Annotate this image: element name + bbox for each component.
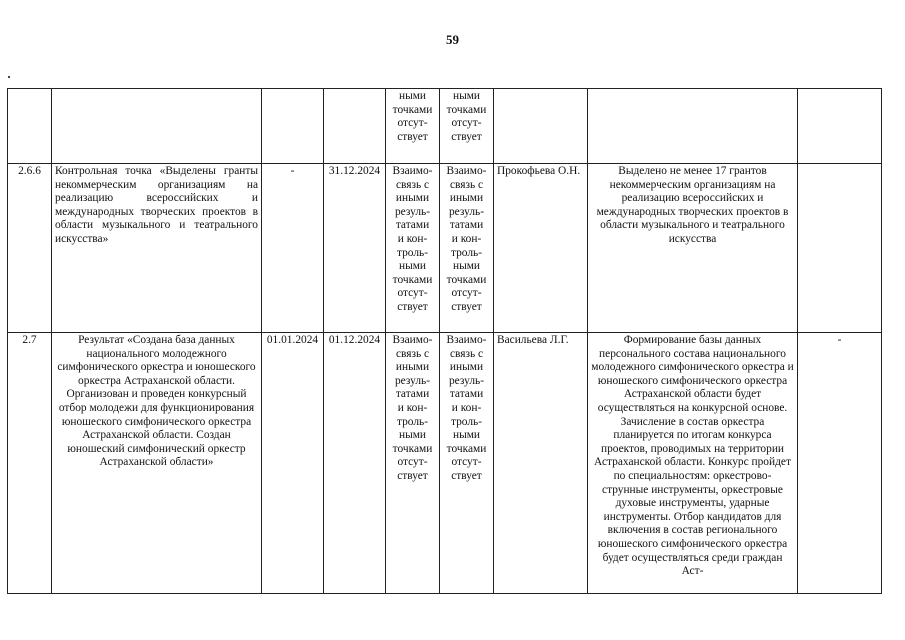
row-link-cell-1 bbox=[386, 164, 440, 333]
row-link-text-1: Взаимо- связь с иными резуль- татами и кон- троль- ными точками отсут- ствует bbox=[392, 334, 433, 482]
row-link-cell-2 bbox=[440, 89, 494, 164]
row-start-date: 01.01.2024 bbox=[262, 333, 324, 594]
row-link-cell-1 bbox=[386, 89, 440, 164]
row-number: 2.6.6 bbox=[8, 164, 52, 333]
row-responsible: Васильева Л.Г. bbox=[494, 333, 588, 594]
row-link-text-1: Взаимо- связь с иными резуль- татами и кон- троль- ными точками отсут- ствует bbox=[392, 165, 433, 313]
row-responsible: Прокофьева О.Н. bbox=[494, 164, 588, 333]
row-link-cell-2 bbox=[440, 164, 494, 333]
scan-speck bbox=[8, 76, 10, 78]
row-description: Формирование базы данных персонального состава национального молодежного симфонического оркестра и юношеского симфонического оркестра Астраханской области будет осуществляться на конкурсной основе. Зачисление в состав оркестра планируется по итогам конкурса проектов, проводимых на территории Астраханской области. Конкурс пройдет по специальностям: оркестрово-струнные инструменты, оркестровые духовые инструменты, ударные инструменты. Отбор кандидатов для включения в состав регионального юношеского симфонического оркестра будет осуществляться среди граждан Аст- bbox=[588, 333, 798, 594]
row-extra bbox=[798, 164, 882, 333]
table-row bbox=[8, 164, 882, 333]
row-responsible bbox=[494, 89, 588, 164]
row-link-text-2: ными точками отсут- ствует bbox=[446, 90, 487, 143]
row-title: Результат «Создана база данных национального молодежного симфонического оркестра и юношеского оркестра Астраханской области. Организован и проведен конкурсный отбор молодежи для функционирования юношеского симфонического оркестра Астраханской области. Создан юношеский симфонический оркестр Астраханской области» bbox=[52, 333, 262, 594]
page-number: 59 bbox=[446, 32, 459, 47]
table-row bbox=[8, 89, 882, 164]
row-start-date bbox=[262, 89, 324, 164]
row-description bbox=[588, 89, 798, 164]
row-title: Контрольная точка «Выделены гранты некоммерческим организациям на реализацию всероссийских и международных творческих проектов в области музыкального и театрального искусства» bbox=[52, 164, 262, 333]
row-start-date: - bbox=[262, 164, 324, 333]
row-number bbox=[8, 89, 52, 164]
row-end-date bbox=[324, 89, 386, 164]
row-end-date: 01.12.2024 bbox=[324, 333, 386, 594]
row-number: 2.7 bbox=[8, 333, 52, 594]
table-row bbox=[8, 333, 882, 594]
row-link-text-2: Взаимо- связь с иными резуль- татами и кон- троль- ными точками отсут- ствует bbox=[446, 334, 487, 482]
row-link-cell-2 bbox=[440, 333, 494, 594]
plan-table bbox=[7, 88, 882, 594]
row-link-cell-1 bbox=[386, 333, 440, 594]
row-extra: - bbox=[798, 333, 882, 594]
row-description: Выделено не менее 17 грантов некоммерческим организациям на реализацию всероссийских и международных творческих проектов в области музыкального и театрального искусства bbox=[588, 164, 798, 333]
row-title bbox=[52, 89, 262, 164]
row-extra bbox=[798, 89, 882, 164]
row-link-text-1: ными точками отсут- ствует bbox=[392, 90, 433, 143]
row-end-date: 31.12.2024 bbox=[324, 164, 386, 333]
row-link-text-2: Взаимо- связь с иными резуль- татами и кон- троль- ными точками отсут- ствует bbox=[446, 165, 487, 313]
